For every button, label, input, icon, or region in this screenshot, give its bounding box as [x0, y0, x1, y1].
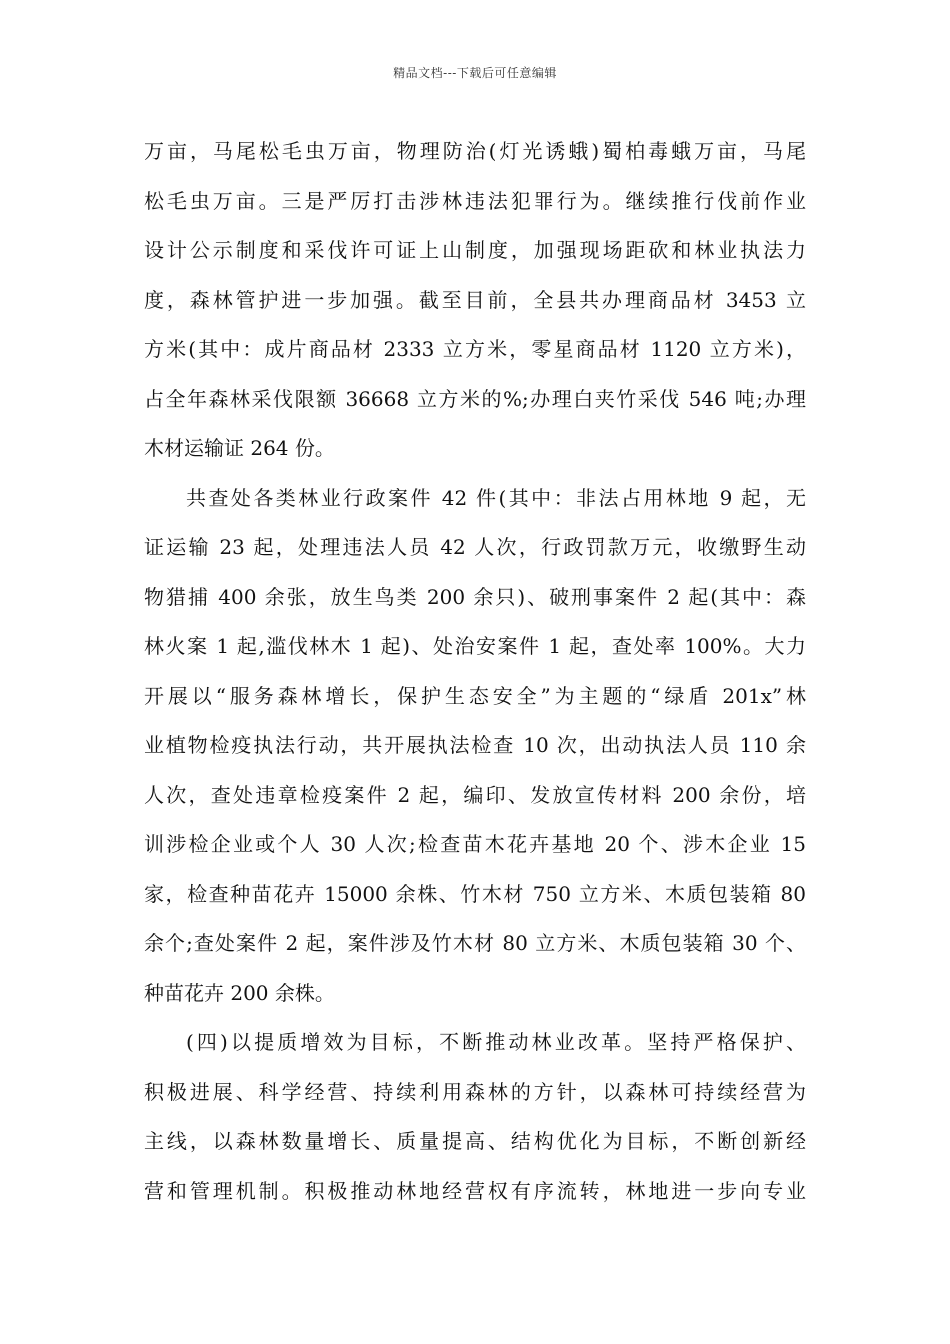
paragraph: [144, 1018, 806, 1216]
text-line: 人次，查处违章检疫案件 2 起，编印、发放宣传材料 200 余份，培: [144, 782, 806, 807]
text-line: 物猎捕 400 余张，放生鸟类 200 余只)、破刑事案件 2 起(其中：森: [144, 584, 806, 609]
text-line: 积极进展、科学经营、持续利用森林的方针，以森林可持续经营为: [144, 1079, 806, 1104]
text-line: 共查处各类林业行政案件 42 件(其中：非法占用林地 9 起，无: [186, 485, 806, 510]
text-line: 训涉检企业或个人 30 人次;检查苗木花卉基地 20 个、涉木企业 15: [144, 832, 806, 856]
text-line: 开展以“服务森林增长，保护生态安全”为主题的“绿盾 201x”林: [144, 683, 806, 708]
text-line: 林火案 1 起,滥伐林木 1 起)、处治安案件 1 起，查处率 100%。大力: [144, 634, 806, 658]
text-line: 营和管理机制。积极推动林地经营权有序流转，林地进一步向专业: [144, 1178, 806, 1203]
text-line: 业植物检疫执法行动，共开展执法检查 10 次，出动执法人员 110 余: [144, 733, 806, 757]
text-line: 证运输 23 起，处理违法人员 42 人次，行政罚款万元，收缴野生动: [144, 535, 806, 559]
text-line: 设计公示制度和采伐许可证上山制度，加强现场距砍和林业执法力: [144, 238, 806, 262]
document-body: [144, 127, 806, 1216]
text-line: 松毛虫万亩。三是严厉打击涉林违法犯罪行为。继续推行伐前作业: [144, 188, 806, 213]
text-line: 种苗花卉 200 余株。: [144, 980, 335, 1005]
text-line: 方米(其中：成片商品材 2333 立方米，零星商品材 1120 立方米)，: [144, 337, 806, 361]
paragraph: [144, 474, 806, 1019]
paragraph: [144, 127, 806, 474]
text-line: 木材运输证 264 份。: [144, 436, 335, 460]
text-line: (四)以提质增效为目标，不断推动林业改革。坚持严格保护、: [186, 1030, 806, 1054]
page-header: 精品文档---下载后可任意编辑: [393, 66, 557, 80]
text-line: 万亩，马尾松毛虫万亩，物理防治(灯光诱蛾)蜀柏毒蛾万亩，马尾: [144, 139, 806, 163]
text-line: 余个;查处案件 2 起，案件涉及竹木材 80 立方米、木质包装箱 30 个、: [144, 931, 806, 955]
text-line: 度，森林管护进一步加强。截至目前，全县共办理商品材 3453 立: [144, 287, 806, 312]
text-line: 主线，以森林数量增长、质量提高、结构优化为目标，不断创新经: [144, 1129, 806, 1153]
text-line: 占全年森林采伐限额 36668 立方米的%;办理白夹竹采伐 546 吨;办理: [144, 386, 806, 411]
text-line: 家，检查种苗花卉 15000 余株、竹木材 750 立方米、木质包装箱 80: [144, 881, 806, 906]
